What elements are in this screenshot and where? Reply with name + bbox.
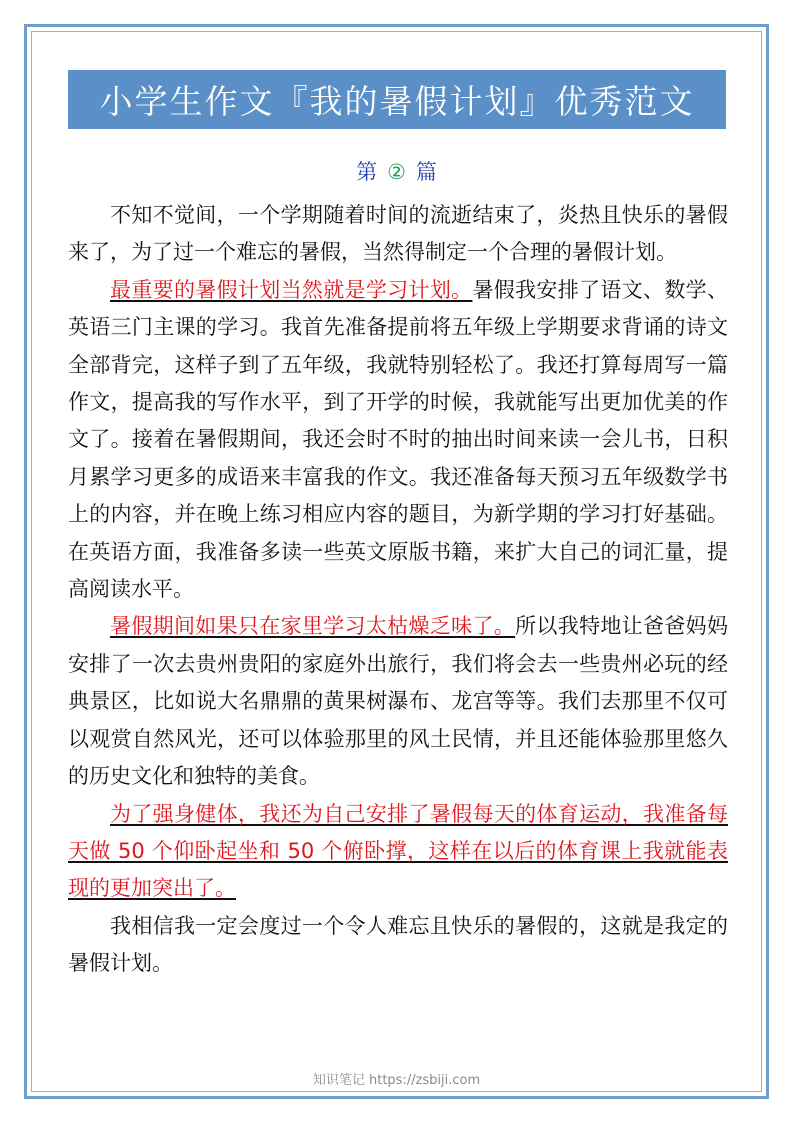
paragraph-5-text: 我相信我一定会度过一个令人难忘且快乐的暑假的，这就是我定的暑假计划。 [68,913,728,976]
paragraph-2 [68,272,728,609]
paragraph-4-highlight: 为了强身健体，我还为自己安排了暑假每天的体育运动，我准备每天做 50 个仰卧起坐和 50 个俯卧撑，这样在以后的体育课上我就能表现的更加突出了。 [68,801,728,901]
paragraph-2-text: 暑假我安排了语文、数学、英语三门主课的学习。我首先准备提前将五年级上学期要求背诵的诗文全部背完，这样子到了五年级，我就特别轻松了。我还打算每周写一篇作文，提高我的写作水平，到了开学的时候，我就能写出更加优美的作文了。接着在暑假期间，我还会时不时的抽出时间来读一会儿书，日积月累学习更多的成语来丰富我的作文。我还准备每天预习五年级数学书上的内容，并在晚上练习相应内容的题目，为新学期的学习打好基础。在英语方面，我准备多读一些英文原版书籍，来扩大自己的词汇量，提高阅读水平。 [68,277,729,602]
paragraph-1-text: 不知不觉间，一个学期随着时间的流逝结束了，炎热且快乐的暑假来了，为了过一个难忘的暑假，当然得制定一个合理的暑假计划。 [68,203,728,265]
footer-text: 知识笔记 https://zsbiji.com [312,1073,481,1088]
paragraph-3 [68,608,728,795]
paragraph-2-highlight: 最重要的暑假计划当然就是学习计划。 [110,277,473,302]
paragraph-3-highlight: 暑假期间如果只在家里学习太枯燥乏味了。 [110,614,516,639]
section-subtitle [0,156,793,186]
page-title: 小学生作文『我的暑假计划』优秀范文 [99,82,695,121]
title-banner [68,70,726,129]
paragraph-4 [68,796,728,908]
subtitle-number: ② [387,160,406,184]
essay-body [68,197,728,983]
paragraph-1 [68,197,728,272]
footer-watermark [0,1069,793,1088]
subtitle-suffix: 篇 [415,160,437,184]
subtitle-prefix: 第 [356,160,378,184]
paragraph-5 [68,908,728,983]
paragraph-3-text: 所以我特地让爸爸妈妈安排了一次去贵州贵阳的家庭外出旅行，我们将会去一些贵州必玩的经典景区，比如说大名鼎鼎的黄果树瀑布、龙宫等等。我们去那里不仅可以观赏自然风光，还可以体验那里的风土民情，并且还能体验那里悠久的历史文化和独特的美食。 [68,614,729,789]
